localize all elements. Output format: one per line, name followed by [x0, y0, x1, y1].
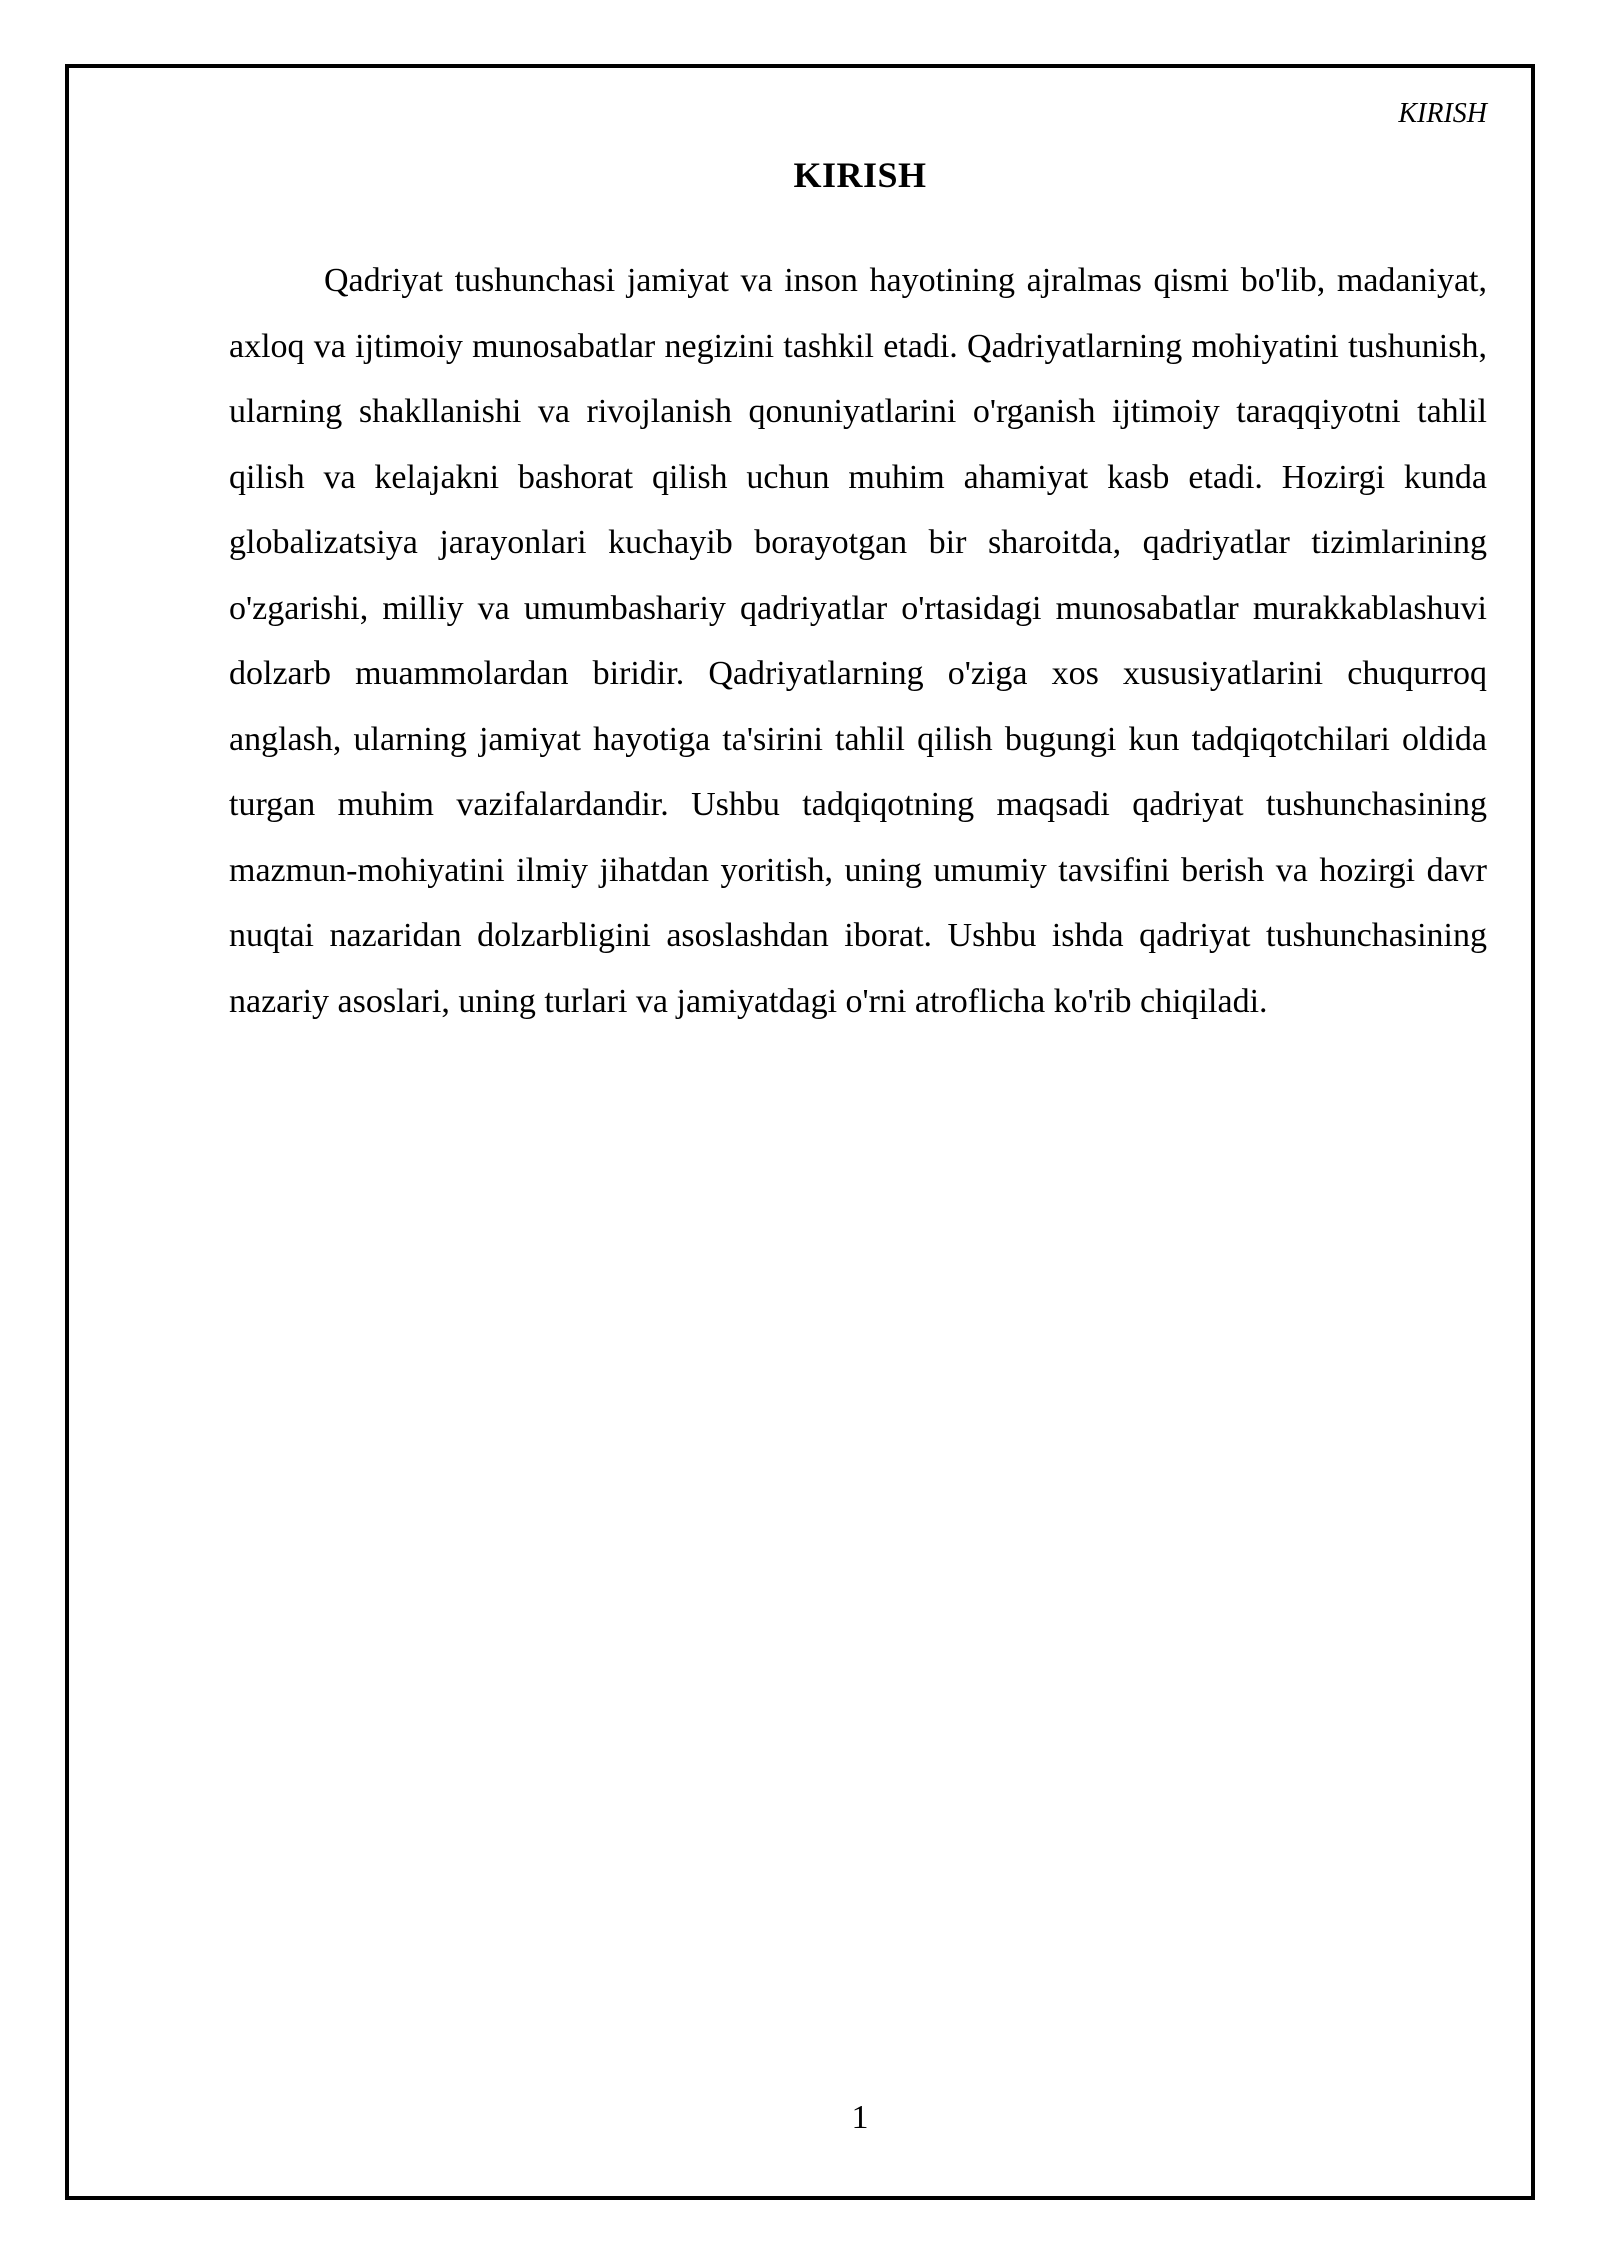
page-number: 1	[851, 2099, 869, 2136]
body-paragraph: Qadriyat tushunchasi jamiyat va inson hayotining ajralmas qismi bo'lib, madaniyat, axloq va ijtimoiy munosabatlar negizini tashkil etadi. Qadriyatlarning mohiyatini tushunish, ularning shakllanishi va rivojlanish qonuniyatlarini o'rganish ijtimoiy taraqqiyotni tahlil qilish va kelajakni bashorat qilish uchun muhim ahamiyat kasb etadi. Hozirgi kunda globalizatsiya jarayonlari kuchayib borayotgan bir sharoitda, qadriyatlar tizimlarining o'zgarishi, milliy va umumbashariy qadriyatlar o'rtasidagi munosabatlar murakkablashuvi dolzarb muammolardan biridir. Qadriyatlarning o'ziga xos xususiyatlarini chuqurroq anglash, ularning jamiyat hayotiga ta'sirini tahlil qilish bugungi kun tadqiqotchilari oldida turgan muhim vazifalardandir. Ushbu tadqiqotning maqsadi qadriyat tushunchasining mazmun-mohiyatini ilmiy jihatdan yoritish, uning umumiy tavsifini berish va hozirgi davr nuqtai nazaridan dolzarbligini asoslashdan iborat. Ushbu ishda qadriyat tushunchasining nazariy asoslari, uning turlari va jamiyatdagi o'rni atroflicha ko'rib chiqiladi.	[229, 262, 1487, 1020]
page-title: KIRISH	[793, 155, 927, 195]
running-header: KIRISH	[1398, 98, 1487, 129]
